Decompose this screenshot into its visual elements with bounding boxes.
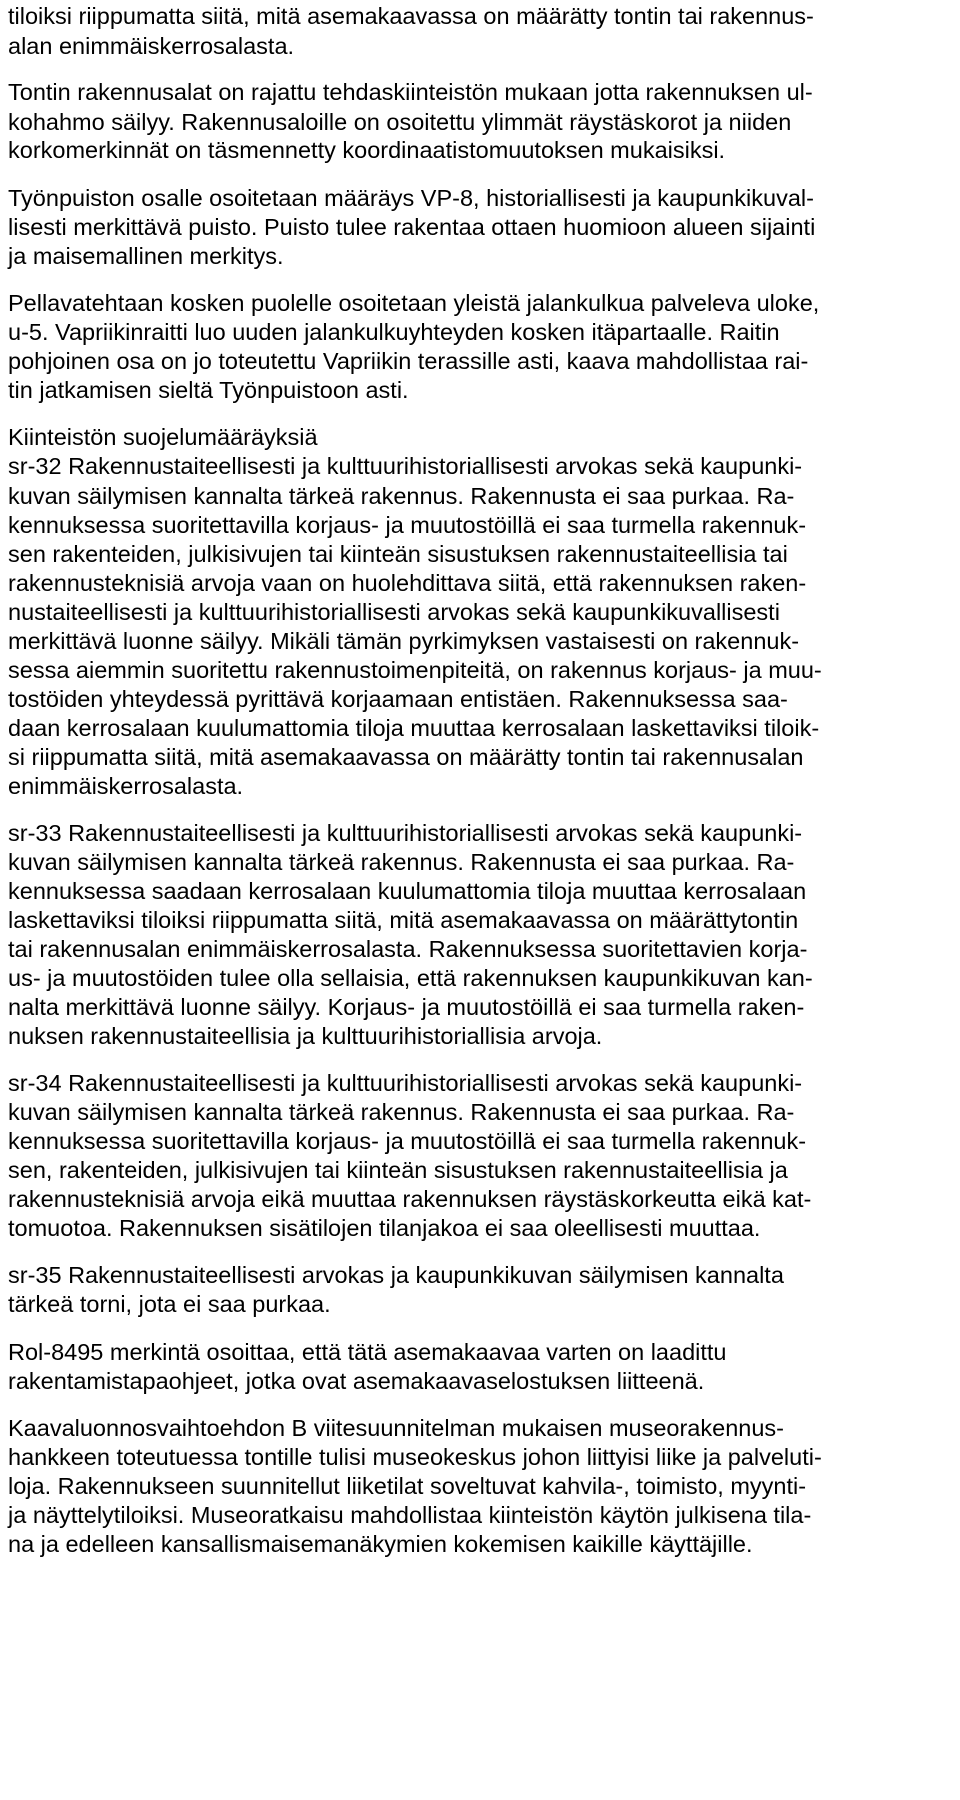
text-line: Tontin rakennusalat on rajattu tehdaskiinteistön mukaan jotta rakennuksen ul- [8, 79, 813, 105]
text-line: lisesti merkittävä puisto. Puisto tulee rakentaa ottaen huomioon alueen sijainti [8, 214, 816, 240]
text-line: u-5. Vapriikinraitti luo uuden jalankulkuyhteyden kosken itäpartaalle. Raitin [8, 319, 780, 345]
text-line: daan kerrosalaan kuulumattomia tiloja muuttaa kerrosalaan laskettaviksi tiloik- [8, 715, 820, 741]
text-line: sen rakenteiden, julkisivujen tai kiinteän sisustuksen rakennustaiteellisia tai [8, 541, 788, 567]
text-line: sen, rakenteiden, julkisivujen tai kiinteän sisustuksen rakennustaiteellisia ja [8, 1157, 788, 1183]
text-line: nuksen rakennustaiteellisia ja kulttuurihistoriallisia arvoja. [8, 1023, 603, 1049]
text-line: Kaavaluonnosvaihtoehdon B viitesuunnitelman mukaisen museorakennus- [8, 1415, 784, 1441]
text-line: tostöiden yhteydessä pyrittävä korjaamaan entistäen. Rakennuksessa saa- [8, 686, 788, 712]
text-line: nustaiteellisesti ja kulttuurihistoriallisesti arvokas sekä kaupunkikuvallisesti [8, 599, 780, 625]
text-line: rakentamistapaohjeet, jotka ovat asemakaavaselostuksen liitteenä. [8, 1368, 705, 1394]
text-line: hankkeen toteutuessa tontille tulisi museokeskus johon liittyisi liike ja palveluti- [8, 1444, 822, 1470]
text-line: ja maisemallinen merkitys. [8, 243, 284, 269]
section-heading: Kiinteistön suojelumääräyksiä [8, 424, 318, 450]
text-line: sr-35 Rakennustaiteellisesti arvokas ja kaupunkikuvan säilymisen kannalta [8, 1262, 784, 1288]
text-line: sr-34 Rakennustaiteellisesti ja kulttuurihistoriallisesti arvokas sekä kaupunki- [8, 1070, 803, 1096]
text-line: tin jatkamisen sieltä Työnpuistoon asti. [8, 377, 409, 403]
text-line: kennuksessa suoritettavilla korjaus- ja muutostöillä ei saa turmella rakennuk- [8, 512, 807, 538]
text-line: kuvan säilymisen kannalta tärkeä rakennus. Rakennusta ei saa purkaa. Ra- [8, 1099, 795, 1125]
text-line: laskettaviksi tiloiksi riippumatta siitä, mitä asemakaavassa on määrättytontin [8, 907, 799, 933]
text-line: loja. Rakennukseen suunnitellut liiketilat soveltuvat kahvila-, toimisto, myynti- [8, 1473, 807, 1499]
text-line: tomuotoa. Rakennuksen sisätilojen tilanjakoa ei saa oleellisesti muuttaa. [8, 1215, 761, 1241]
text-line: si riippumatta siitä, mitä asemakaavassa on määrätty tontin tai rakennusalan [8, 744, 804, 770]
text-line: alan enimmäiskerrosalasta. [8, 33, 295, 59]
text-line: sessa aiemmin suoritettu rakennustoimenpiteitä, on rakennus korjaus- ja muu- [8, 657, 822, 683]
text-line: pohjoinen osa on jo toteutettu Vapriikin terassille asti, kaava mahdollistaa rai- [8, 348, 809, 374]
text-line: Rol-8495 merkintä osoittaa, että tätä asemakaavaa varten on laadittu [8, 1339, 727, 1365]
text-line: rakennusteknisiä arvoja eikä muuttaa rakennuksen räystäskorkeutta eikä kat- [8, 1186, 812, 1212]
text-line: Työnpuiston osalle osoitetaan määräys VP-8, historiallisesti ja kaupunkikuval- [8, 185, 814, 211]
text-line: kuvan säilymisen kannalta tärkeä rakennus. Rakennusta ei saa purkaa. Ra- [8, 483, 795, 509]
text-line: ja näyttelytiloiksi. Museoratkaisu mahdollistaa kiinteistön käytön julkisena tila- [8, 1502, 812, 1528]
text-line: sr-32 Rakennustaiteellisesti ja kulttuurihistoriallisesti arvokas sekä kaupunki- [8, 453, 803, 479]
text-line: merkittävä luonne säilyy. Mikäli tämän pyrkimyksen vastaisesti on rakennuk- [8, 628, 800, 654]
text-line: tai rakennusalan enimmäiskerrosalasta. Rakennuksessa suoritettavien korja- [8, 936, 808, 962]
text-line: na ja edelleen kansallismaisemanäkymien kokemisen kaikille käyttäjille. [8, 1531, 753, 1557]
text-line: sr-33 Rakennustaiteellisesti ja kulttuurihistoriallisesti arvokas sekä kaupunki- [8, 820, 803, 846]
text-line: tiloiksi riippumatta siitä, mitä asemakaavassa on määrätty tontin tai rakennus- [8, 3, 814, 29]
text-line: rakennusteknisiä arvoja vaan on huolehdittava siitä, että rakennuksen raken- [8, 570, 807, 596]
text-line: kuvan säilymisen kannalta tärkeä rakennus. Rakennusta ei saa purkaa. Ra- [8, 849, 795, 875]
text-line: Pellavatehtaan kosken puolelle osoitetaan yleistä jalankulkua palveleva uloke, [8, 290, 820, 316]
text-line: us- ja muutostöiden tulee olla sellaisia, että rakennuksen kaupunkikuvan kan- [8, 965, 813, 991]
text-line: kennuksessa suoritettavilla korjaus- ja muutostöillä ei saa turmella rakennuk- [8, 1128, 807, 1154]
text-line: tärkeä torni, jota ei saa purkaa. [8, 1291, 331, 1317]
text-line: enimmäiskerrosalasta. [8, 773, 244, 799]
text-line: nalta merkittävä luonne säilyy. Korjaus- ja muutostöillä ei saa turmella raken- [8, 994, 805, 1020]
text-line: kohahmo säilyy. Rakennusaloille on osoitettu ylimmät räystäskorot ja niiden [8, 109, 792, 135]
text-line: korkomerkinnät on täsmennetty koordinaatistomuutoksen mukaisiksi. [8, 137, 726, 163]
text-line: kennuksessa saadaan kerrosalaan kuulumattomia tiloja muuttaa kerrosalaan [8, 878, 807, 904]
